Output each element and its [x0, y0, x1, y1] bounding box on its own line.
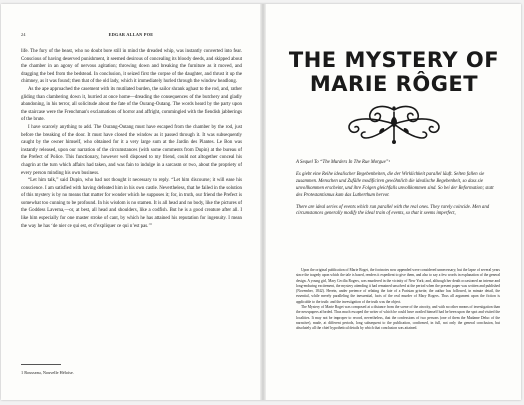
- right-page: [266, 4, 521, 400]
- epigraph-english: There are ideal series of events which run parallel with the real ones. They rarely coincide. Men and circumstances generally modify the ideal train of events, so that it seems imperfect,: [296, 204, 490, 217]
- epigraph-german: Es giebt eine Reihe idealischer Begebenheiten, die der Wirklichkeit parallel läuft. Selten fallen sie zusammen. Menschen und Zufälle modificiren gewöhnlich die idealische Begebenheit, so dass sie unvollkommen erscheint, und ihre Folgen gleichfalls unvollkommen sind. So bei der Reformation; statt des Protestantismus kam das Lutherthum hervor.: [296, 171, 494, 198]
- paragraph: Upon the original publication of Marie Roget, the footnotes now appended were considered unnecessary; but the lapse of several years since the tragedy upon which the tale is based, renders it expedient to give them, and also to say a few words in explanation of the general design. A young girl, Mary Cecilia Rogers, was murdered in the vicinity of New York; and, although her death occasioned an intense and long-enduring excitement, the mystery attending it had remained unsolved at the period when the present paper was written and published (November, 1842). Herein, under pretence of relating the fate of a Parisian grisette, the author has followed, in minute detail, the essential, while merely paralleling the inessential, facts of the real murder of Mary Rogers. Thus all argument upon the fiction is applicable to the truth: and the investigation of the truth was the object.: [296, 268, 500, 304]
- running-head-title: EDGAR ALLAN POE: [108, 32, 154, 37]
- book-spread: [1, 4, 521, 400]
- epigraph-heading: A Sequel To “The Murders In The Rue Morgue”¹: [296, 160, 390, 165]
- page-number: 24: [21, 32, 26, 37]
- paragraph: The Mystery of Marie Roget was composed at a distance from the scene of the atrocity, and with no other means of investigation than the newspapers afforded. Thus much escaped the writer of which he could have availed himself had he been upon the spot and visited the localities. It may not be improper to record, nevertheless, that the confessions of two persons (one of them the Madame Deluc of the narrative), made, at different periods, long subsequent to the publication, confirmed, in full, not only the general conclusion, but absolutely all the chief hypothetical details by which that conclusion was attained.: [296, 305, 500, 331]
- left-body-text: [21, 48, 242, 230]
- footnote-rule: [21, 364, 61, 365]
- running-head: [21, 32, 241, 40]
- epigraph: [296, 160, 498, 223]
- left-page: [1, 4, 260, 400]
- chapter-title: THE MYSTERY OF MARIE RÔGET: [288, 48, 500, 96]
- right-body-text: [296, 268, 500, 332]
- ornament-flourish-icon: [344, 102, 444, 146]
- footnote: 1 Rousseau, Nouvelle Héloïse.: [21, 370, 74, 375]
- paragraph: “Let him talk,” said Dupin, who had not thought it necessary to reply. “Let him discourse; it will ease his conscience. I am satisfied with having defeated him in his own castle. Nevertheless, that he failed in the solution of this mystery is by no means that matter for wonder which he supposes it; for, in truth, our friend the Prefect is somewhat too cunning to be profound. In his wisdom is no stamen. It is all head and no body, like the pictures of the Goddess Laverna,—or, at best, all head and shoulders, like a codfish. But he is a good creature after all. I like him especially for one master stroke of cant, by which he has attained his reputation for ingenuity. I mean the way he has ‘de nier ce qui est, et d’expliquer ce qui n’est pas.’”: [21, 178, 242, 229]
- paragraph: As the ape approached the casement with its mutilated burden, the sailor shrank aghast to the rod, and, rather gliding than clambering down it, hurried at once home—dreading the consequences of the butchery and gladly abandoning, in his terror, all solicitude about the fate of the Ourang-Outang. The words heard by the party upon the staircase were the Frenchman's exclamations of horror and affright, commingled with the fiendish jabberings of the brute.: [21, 86, 242, 123]
- paragraph: life. The fury of the beast, who no doubt bore still in mind the dreaded whip, was instantly converted into fear. Conscious of having deserved punishment, it seemed desirous of concealing its bloody deeds, and skipped about the chamber in an agony of nervous agitation; throwing down and breaking the furniture as it moved, and dragging the bed from the bedstead. In conclusion, it seized first the corpse of the daughter, and thrust it up the chimney, as it was found; then that of the old lady, which it immediately hurled through the window headlong.: [21, 49, 242, 85]
- paragraph: I have scarcely anything to add. The Ourang-Outang must have escaped from the chamber by the rod, just before the breaking of the door. It must have closed the window as it passed through it. It was subsequently caught by the owner himself, who obtained for it a very large sum at the Jardin des Plantes. Le Bon was instantly released, upon our narration of the circumstances (with some comments from Dupin) at the bureau of the Prefect of Police. This functionary, however well disposed to my friend, could not altogether conceal his chagrin at the turn which affairs had taken, and was fain to indulge in a sarcasm or two, about the propriety of every person minding his own business.: [21, 124, 242, 176]
